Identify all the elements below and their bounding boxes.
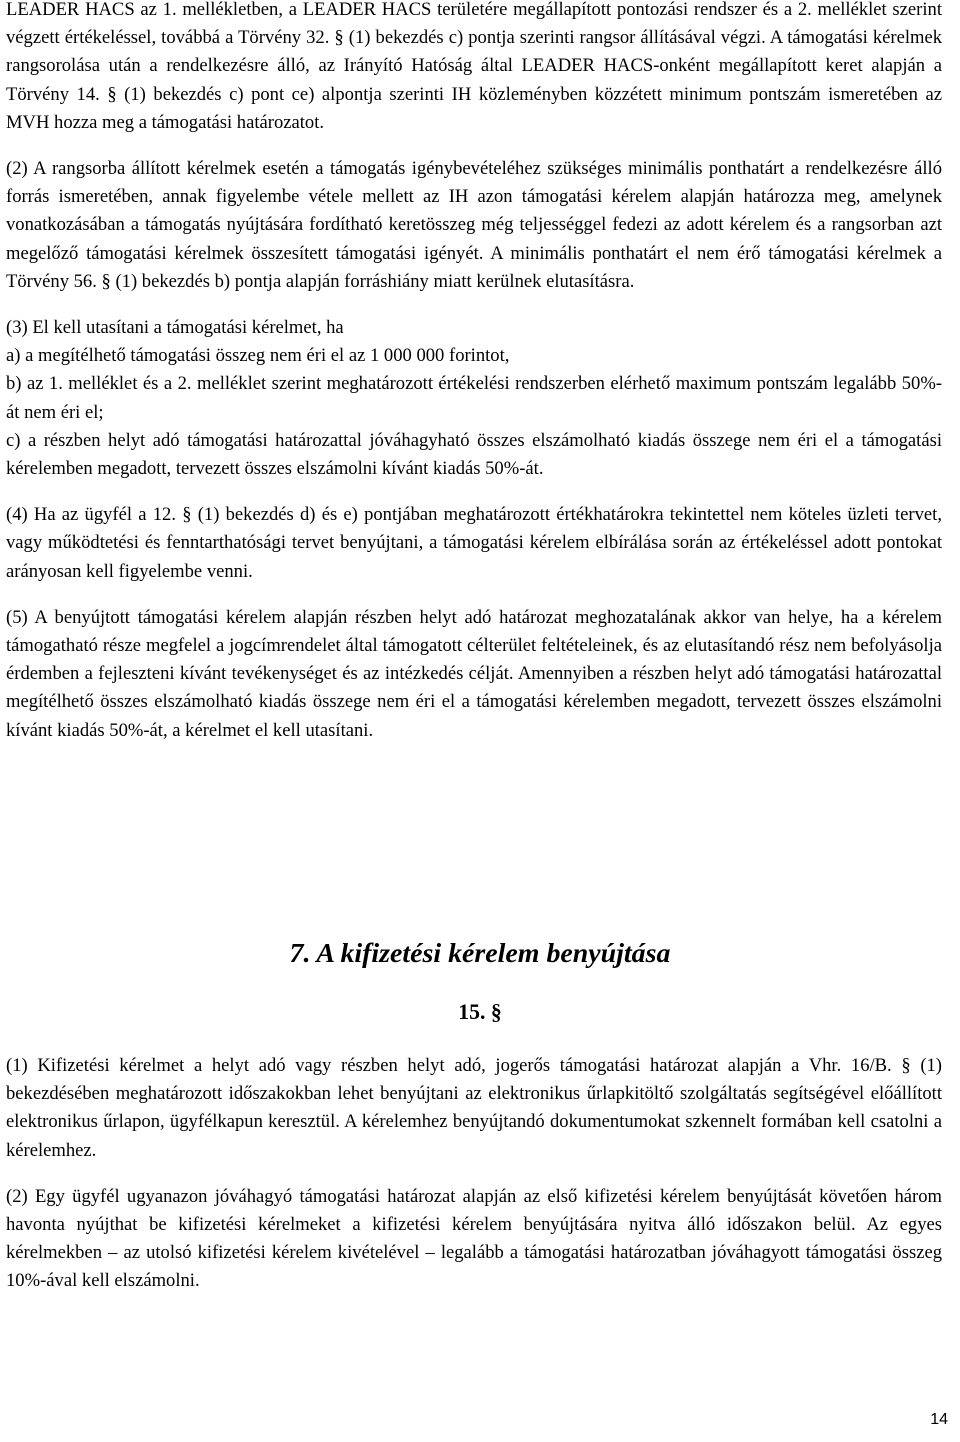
section-15-body	[6, 1052, 942, 1314]
paragraph-2-minimum-threshold: (2) A rangsorba állított kérelmek esetén a támogatás igénybevételéhez szükséges minimális ponthatárt a rendelkezésre álló forrás ismeretében, annak figyelembe vétele mellett az IH azon támogatási kérelem alapján határozza meg, amelynek vonatkozásában a támogatás nyújtására fordítható keretösszeg még teljességgel fedezi az adott kérelem és a rangsorban azt megelőző támogatási kérelmek összesített támogatási igényét. A minimális ponthatárt el nem érő támogatási kérelmek a Törvény 56. § (1) bekezdés b) pontja alapján forráshiány miatt kerülnek elutasításra.	[6, 158, 942, 292]
page-number: 14	[930, 1411, 948, 1428]
list-item-b: b) az 1. melléklet és a 2. melléklet szerint meghatározott értékelési rendszerben elérhető maximum pontszám legalább 50%-át nem éri el;	[6, 373, 942, 423]
paragraph-15-2-quarterly-requests: (2) Egy ügyfél ugyanazon jóváhagyó támogatási határozat alapján az első kifizetési kérelem benyújtását követően három havonta nyújthat be kifizetési kérelmeket a kifizetési kérelem benyújtására nyitva álló időszakon belül. Az egyes kérelmekben – az utolsó kifizetési kérelem kivételével – legalább a támogatási határozatban jóváhagyott támogatási összeg 10%-ával kell elszámolni.	[6, 1185, 942, 1292]
document-page	[6, 0, 942, 763]
paragraph-3-intro: (3) El kell utasítani a támogatási kérelmet, ha	[6, 317, 344, 339]
paragraph-3-rejection-conditions	[6, 314, 942, 483]
paragraph-15-1-payment-request: (1) Kifizetési kérelmet a helyt adó vagy részben helyt adó, jogerős támogatási határozat alapján a Vhr. 16/B. § (1) bekezdésében meghatározott időszakokban lehet benyújtani az elektronikus űrlapkitöltő szolgáltatás segítségével előállított elektronikus űrlapon, ügyfélkapun keresztül. A kérelemhez benyújtandó dokumentumokat szkennelt formában kell csatolni a kérelemhez.	[6, 1055, 942, 1161]
paragraph-4-proportional-points: (4) Ha az ügyfél a 12. § (1) bekezdés d) és e) pontjában meghatározott értékhatárokra tekintettel nem köteles üzleti tervet, vagy működtetési és fenntarthatósági tervet benyújtani, a támogatási kérelem elbírálása során az értékeléssel adott pontokat arányosan kell figyelembe venni.	[6, 504, 942, 582]
section-heading: 15. §	[458, 1000, 502, 1024]
chapter-heading: 7. A kifizetési kérelem benyújtása	[289, 938, 671, 969]
paragraph-5-partial-decision: (5) A benyújtott támogatási kérelem alapján részben helyt adó határozat meghozatalának akkor van helye, ha a kérelem támogatható része megfelel a jogcímrendelet által támogatott célterület feltételeinek, és az elutasítandó rész nem befolyásolja érdemben a fejleszteni kívánt tevékenységet és az intézkedés célját. Amennyiben a részben helyt adó támogatási határozattal megítélhető összes elszámolható kiadás összege nem éri el a támogatási kérelemben megadott, tervezett összes elszámolni kívánt kiadás 50%-át, a kérelmet el kell utasítani.	[6, 606, 942, 741]
list-item-c: c) a részben helyt adó támogatási határozattal jóváhagyható összes elszámolható kiadás összege nem éri el a támogatási kérelemben megadott, tervezett összes elszámolni kívánt kiadás 50%-át.	[6, 429, 942, 480]
list-item-a: a) a megítélhető támogatási összeg nem éri el az 1 000 000 forintot,	[6, 345, 510, 367]
paragraph-leader-ranking: LEADER HACS az 1. mellékletben, a LEADER HACS területére megállapított pontozási rendszer és a 2. melléklet szerint végzett értékeléssel, továbbá a Törvény 32. § (1) bekezdés c) pontja szerinti rangsor állításával végzi. A támogatási kérelmek rangsorolása után a rendelkezésre álló, az Irányító Hatóság által LEADER HACS-onként megállapított keret alapján a Törvény 14. § (1) bekezdés c) pont ce) alpontja szerinti IH közleményben közzétett minimum pontszám ismeretében az MVH hozza meg a támogatási határozatot.	[6, 0, 942, 133]
